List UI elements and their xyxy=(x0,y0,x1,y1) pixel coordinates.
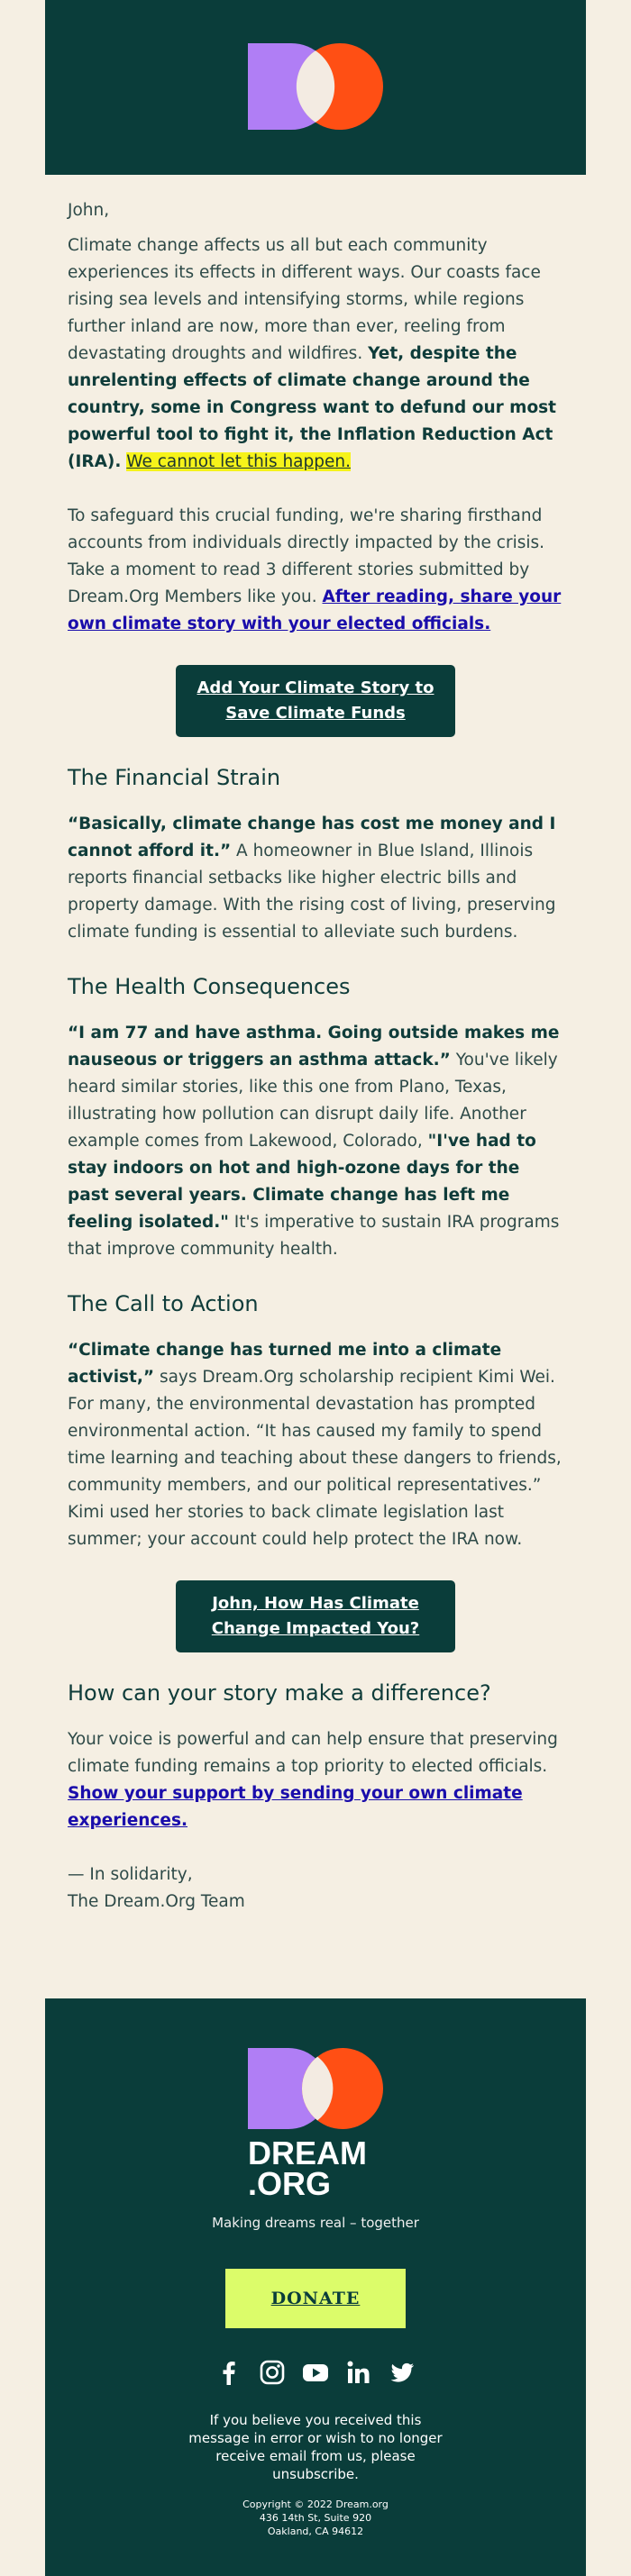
add-climate-story-button[interactable]: Add Your Climate Story to Save Climate Funds xyxy=(176,665,455,737)
email-footer xyxy=(45,1998,586,2576)
youtube-icon[interactable] xyxy=(302,2359,329,2386)
copyright-block xyxy=(45,2498,586,2538)
difference-paragraph xyxy=(68,1726,563,1834)
intro-text: Climate change affects us all but each community experiences its effects in different ways. Our coasts face rising sea levels and intensifying storms, while regions further inland are now, more than ever, reeling from devastating droughts and wildfires. xyxy=(68,236,541,363)
unsubscribe-text[interactable]: If you believe you received this message in error or wish to no longer receive email from us, please unsubscribe. xyxy=(188,2412,443,2482)
financial-text: A homeowner in Blue Island, Illinois reports financial setbacks like higher electric bills and property damage. With the rising cost of living, preserving climate funding is essential to alleviate such burdens. xyxy=(68,842,556,942)
section-heading-action: The Call to Action xyxy=(68,1291,259,1316)
footer-wordmark xyxy=(248,2135,367,2202)
send-experiences-link[interactable]: Show your support by sending your own climate experiences. xyxy=(68,1784,523,1830)
health-quote: “I am 77 and have asthma. Going outside makes me nauseous or triggers an asthma attack.” xyxy=(68,1024,560,1070)
health-paragraph xyxy=(68,1020,563,1263)
health-quote-2: "I've had to stay indoors on hot and high-ozone days for the past several years. Climate change has left me feeling isolated." xyxy=(68,1132,536,1232)
action-paragraph xyxy=(68,1337,563,1553)
footer-tagline: Making dreams real – together xyxy=(212,2215,419,2231)
email-body xyxy=(45,175,586,1916)
health-text-2: It's imperative to sustain IRA programs that improve community health. xyxy=(68,1213,560,1259)
financial-paragraph xyxy=(68,811,563,946)
climate-impact-button[interactable]: John, How Has Climate Change Impacted You? xyxy=(176,1580,455,1652)
health-text: You've likely heard similar stories, like this one from Plano, Texas, illustrating how pollution can disrupt daily life. Another example comes from Lakewood, Colorado, xyxy=(68,1051,558,1151)
greeting: John, xyxy=(68,201,110,220)
share-story-link[interactable]: After reading, share your own climate story with your elected officials. xyxy=(68,587,562,633)
stories-text: To safeguard this crucial funding, we're sharing firsthand accounts from individuals directly impacted by the crisis. Take a moment to read 3 different stories submitted by Dream.Org Members like you. xyxy=(68,506,545,606)
wordmark-line-2: .ORG xyxy=(248,2165,332,2202)
section-heading-difference: How can your story make a difference? xyxy=(68,1680,491,1706)
wordmark-line-1: DREAM xyxy=(248,2135,367,2171)
intro-strong-text: Yet, despite the unrelenting effects of climate change around the country, some in Congress want to defund our most powerful tool to fight it, the Inflation Reduction Act (IRA). xyxy=(68,344,557,471)
linkedin-icon[interactable] xyxy=(345,2359,372,2386)
action-quote: “Climate change has turned me into a climate activist,” xyxy=(68,1341,502,1387)
facebook-icon[interactable] xyxy=(215,2359,242,2386)
email-container xyxy=(45,0,586,2576)
financial-quote: “Basically, climate change has cost me money and I cannot afford it.” xyxy=(68,815,556,860)
highlighted-text: We cannot let this happen. xyxy=(126,452,351,471)
email-header xyxy=(45,0,586,175)
action-text: says Dream.Org scholarship recipient Kimi Wei. For many, the environmental devastation has prompted environmental action. “It has caused my family to spend time learning and teaching about these dangers to friends, community members, and our political representatives.” Kimi used her stories to back climate legislation last summer; your account could help protect the IRA now. xyxy=(68,1368,562,1549)
intro-paragraph xyxy=(68,232,563,476)
instagram-icon[interactable] xyxy=(259,2359,286,2386)
twitter-icon[interactable] xyxy=(389,2359,416,2386)
signoff: — In solidarity, xyxy=(68,1865,193,1884)
footer-logo-mark xyxy=(248,2048,383,2129)
section-heading-financial: The Financial Strain xyxy=(68,765,281,790)
address-line-2: Oakland, CA 94612 xyxy=(267,2526,364,2537)
social-links xyxy=(45,2359,586,2386)
stories-paragraph xyxy=(68,503,563,638)
copyright: Copyright © 2022 Dream.org xyxy=(242,2499,389,2510)
donate-button[interactable]: DONATE xyxy=(225,2269,406,2328)
address-line-1: 436 14th St, Suite 920 xyxy=(259,2512,372,2524)
difference-text: Your voice is powerful and can help ensure that preserving climate funding remains a top priority to elected officials. xyxy=(68,1730,558,1776)
section-heading-health: The Health Consequences xyxy=(68,974,351,999)
dream-org-logo xyxy=(248,43,383,130)
signature: The Dream.Org Team xyxy=(68,1892,245,1911)
